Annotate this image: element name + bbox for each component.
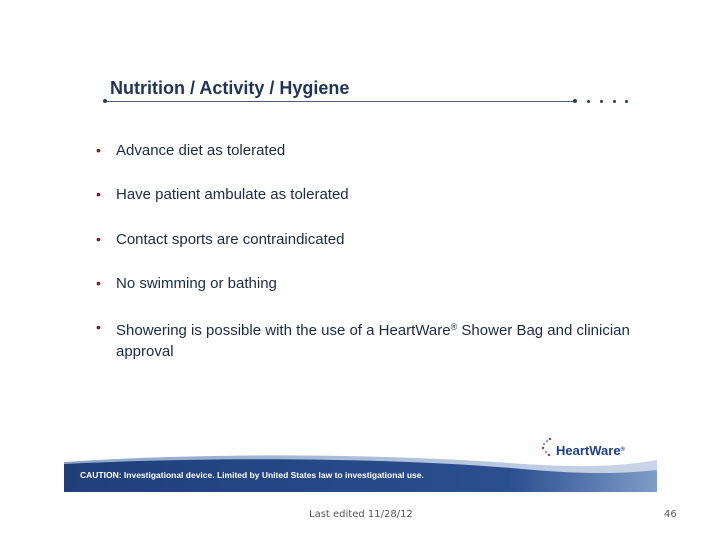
rule-dot — [600, 100, 603, 103]
footer-last-edited: Last edited 11/28/12 — [309, 509, 413, 520]
rule-dot — [103, 99, 107, 103]
bullet-text: No swimming or bathing — [116, 275, 277, 292]
bullet-text — [116, 317, 636, 362]
rule-dot — [613, 100, 616, 103]
bullet-marker: • — [96, 231, 101, 247]
rule-dot — [625, 100, 628, 103]
logo-wordmark — [556, 443, 625, 458]
bullet-text-part: Shower Bag and clinician approval — [116, 322, 630, 360]
registered-mark: ® — [620, 447, 625, 453]
logo-text: HeartWare — [556, 443, 621, 458]
slide-title: Nutrition / Activity / Hygiene — [110, 78, 350, 98]
bullet-text-part: Showering is possible with the use of a HeartWare — [116, 322, 451, 339]
rule-dot — [573, 99, 577, 103]
bullet-text: Have patient ambulate as tolerated — [116, 186, 349, 203]
bullet-text: Advance diet as tolerated — [116, 142, 286, 159]
bullet-marker: • — [96, 186, 101, 202]
bullet-marker: • — [96, 275, 101, 291]
bullet-marker: • — [96, 142, 101, 158]
bullet-text: Contact sports are contraindicated — [116, 231, 345, 248]
rule-dot — [587, 100, 590, 103]
title-rule — [104, 101, 574, 102]
caution-text: CAUTION: Investigational device. Limited by United States law to investigational use. — [80, 470, 424, 480]
page-number: 46 — [664, 509, 677, 520]
registered-mark: ® — [450, 322, 458, 332]
bullet-marker: • — [96, 319, 101, 335]
